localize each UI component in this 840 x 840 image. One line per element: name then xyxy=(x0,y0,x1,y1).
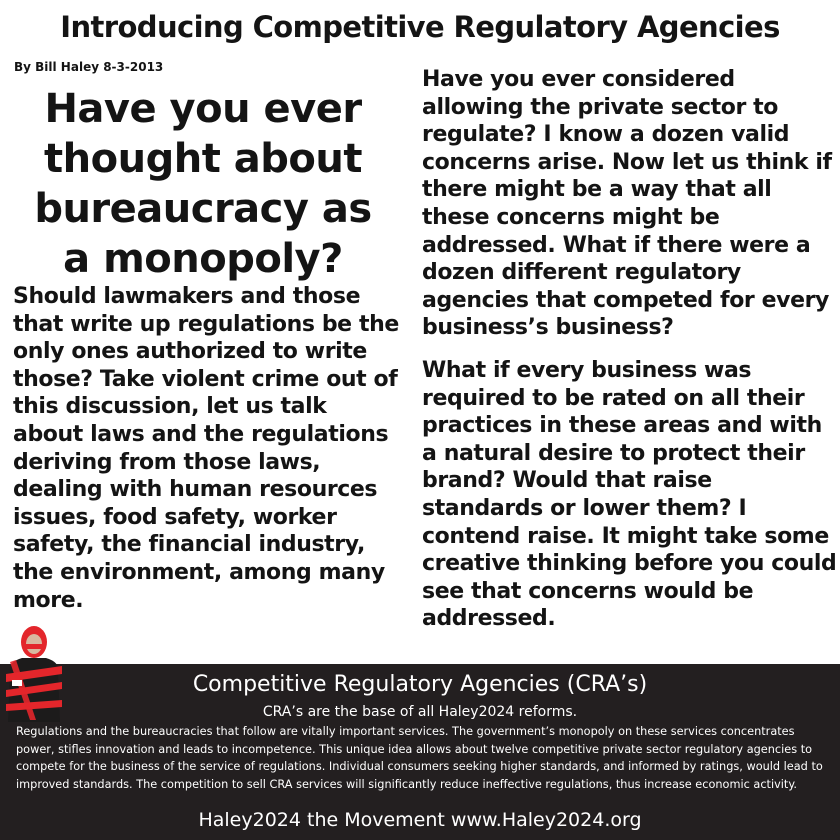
right-paragraph-2: What if every business was required to be rated on all their practices in these areas and with a natural desire to protect their brand? Would that raise standards or lower them? I contend raise. It might take some creative thinking before you could see that concerns would be addressed. xyxy=(422,358,837,632)
footer-url-line: Haley2024 the Movement www.Haley2024.org xyxy=(198,809,642,831)
byline: By Bill Haley 8-3-2013 xyxy=(14,60,164,74)
footer-panel xyxy=(0,664,840,840)
footer-subtitle: CRA’s are the base of all Haley2024 reforms. xyxy=(262,704,578,720)
red-tape-bound-person-icon xyxy=(0,622,70,724)
left-body-text: Should lawmakers and those that write up regulations be the only ones authorized to write those? Take violent crime out of this discussion, let us talk about laws and the regulations deriving from those laws, dealing with human resources issues, food safety, worker safety, the financial industry, the environment, among many more. xyxy=(13,284,399,613)
left-headline: Have you ever thought about bureaucracy as a monopoly? xyxy=(34,86,372,282)
footer-body-text: Regulations and the bureaucracies that follow are vitally important services. The government’s monopoly on these services concentrates power, stifles innovation and leads to incompetence. This unique idea allows about twelve competitive private sector regulatory agencies to compete for the business of the service of regulations. Individual consumers seeking higher standards, and informed by ratings, would lead to improved standards. The competition to sell CRA services will significantly reduce ineffective regulations, thus increase economic activity. xyxy=(16,725,823,791)
footer-title: Competitive Regulatory Agencies (CRA’s) xyxy=(192,672,648,697)
page-title: Introducing Competitive Regulatory Agencies xyxy=(60,10,780,44)
right-paragraph-1: Have you ever considered allowing the private sector to regulate? I know a dozen valid concerns arise. Now let us think if there might be a way that all these concerns might be addressed. What if there were a dozen different regulatory agencies that competed for every business’s business? xyxy=(422,67,832,341)
